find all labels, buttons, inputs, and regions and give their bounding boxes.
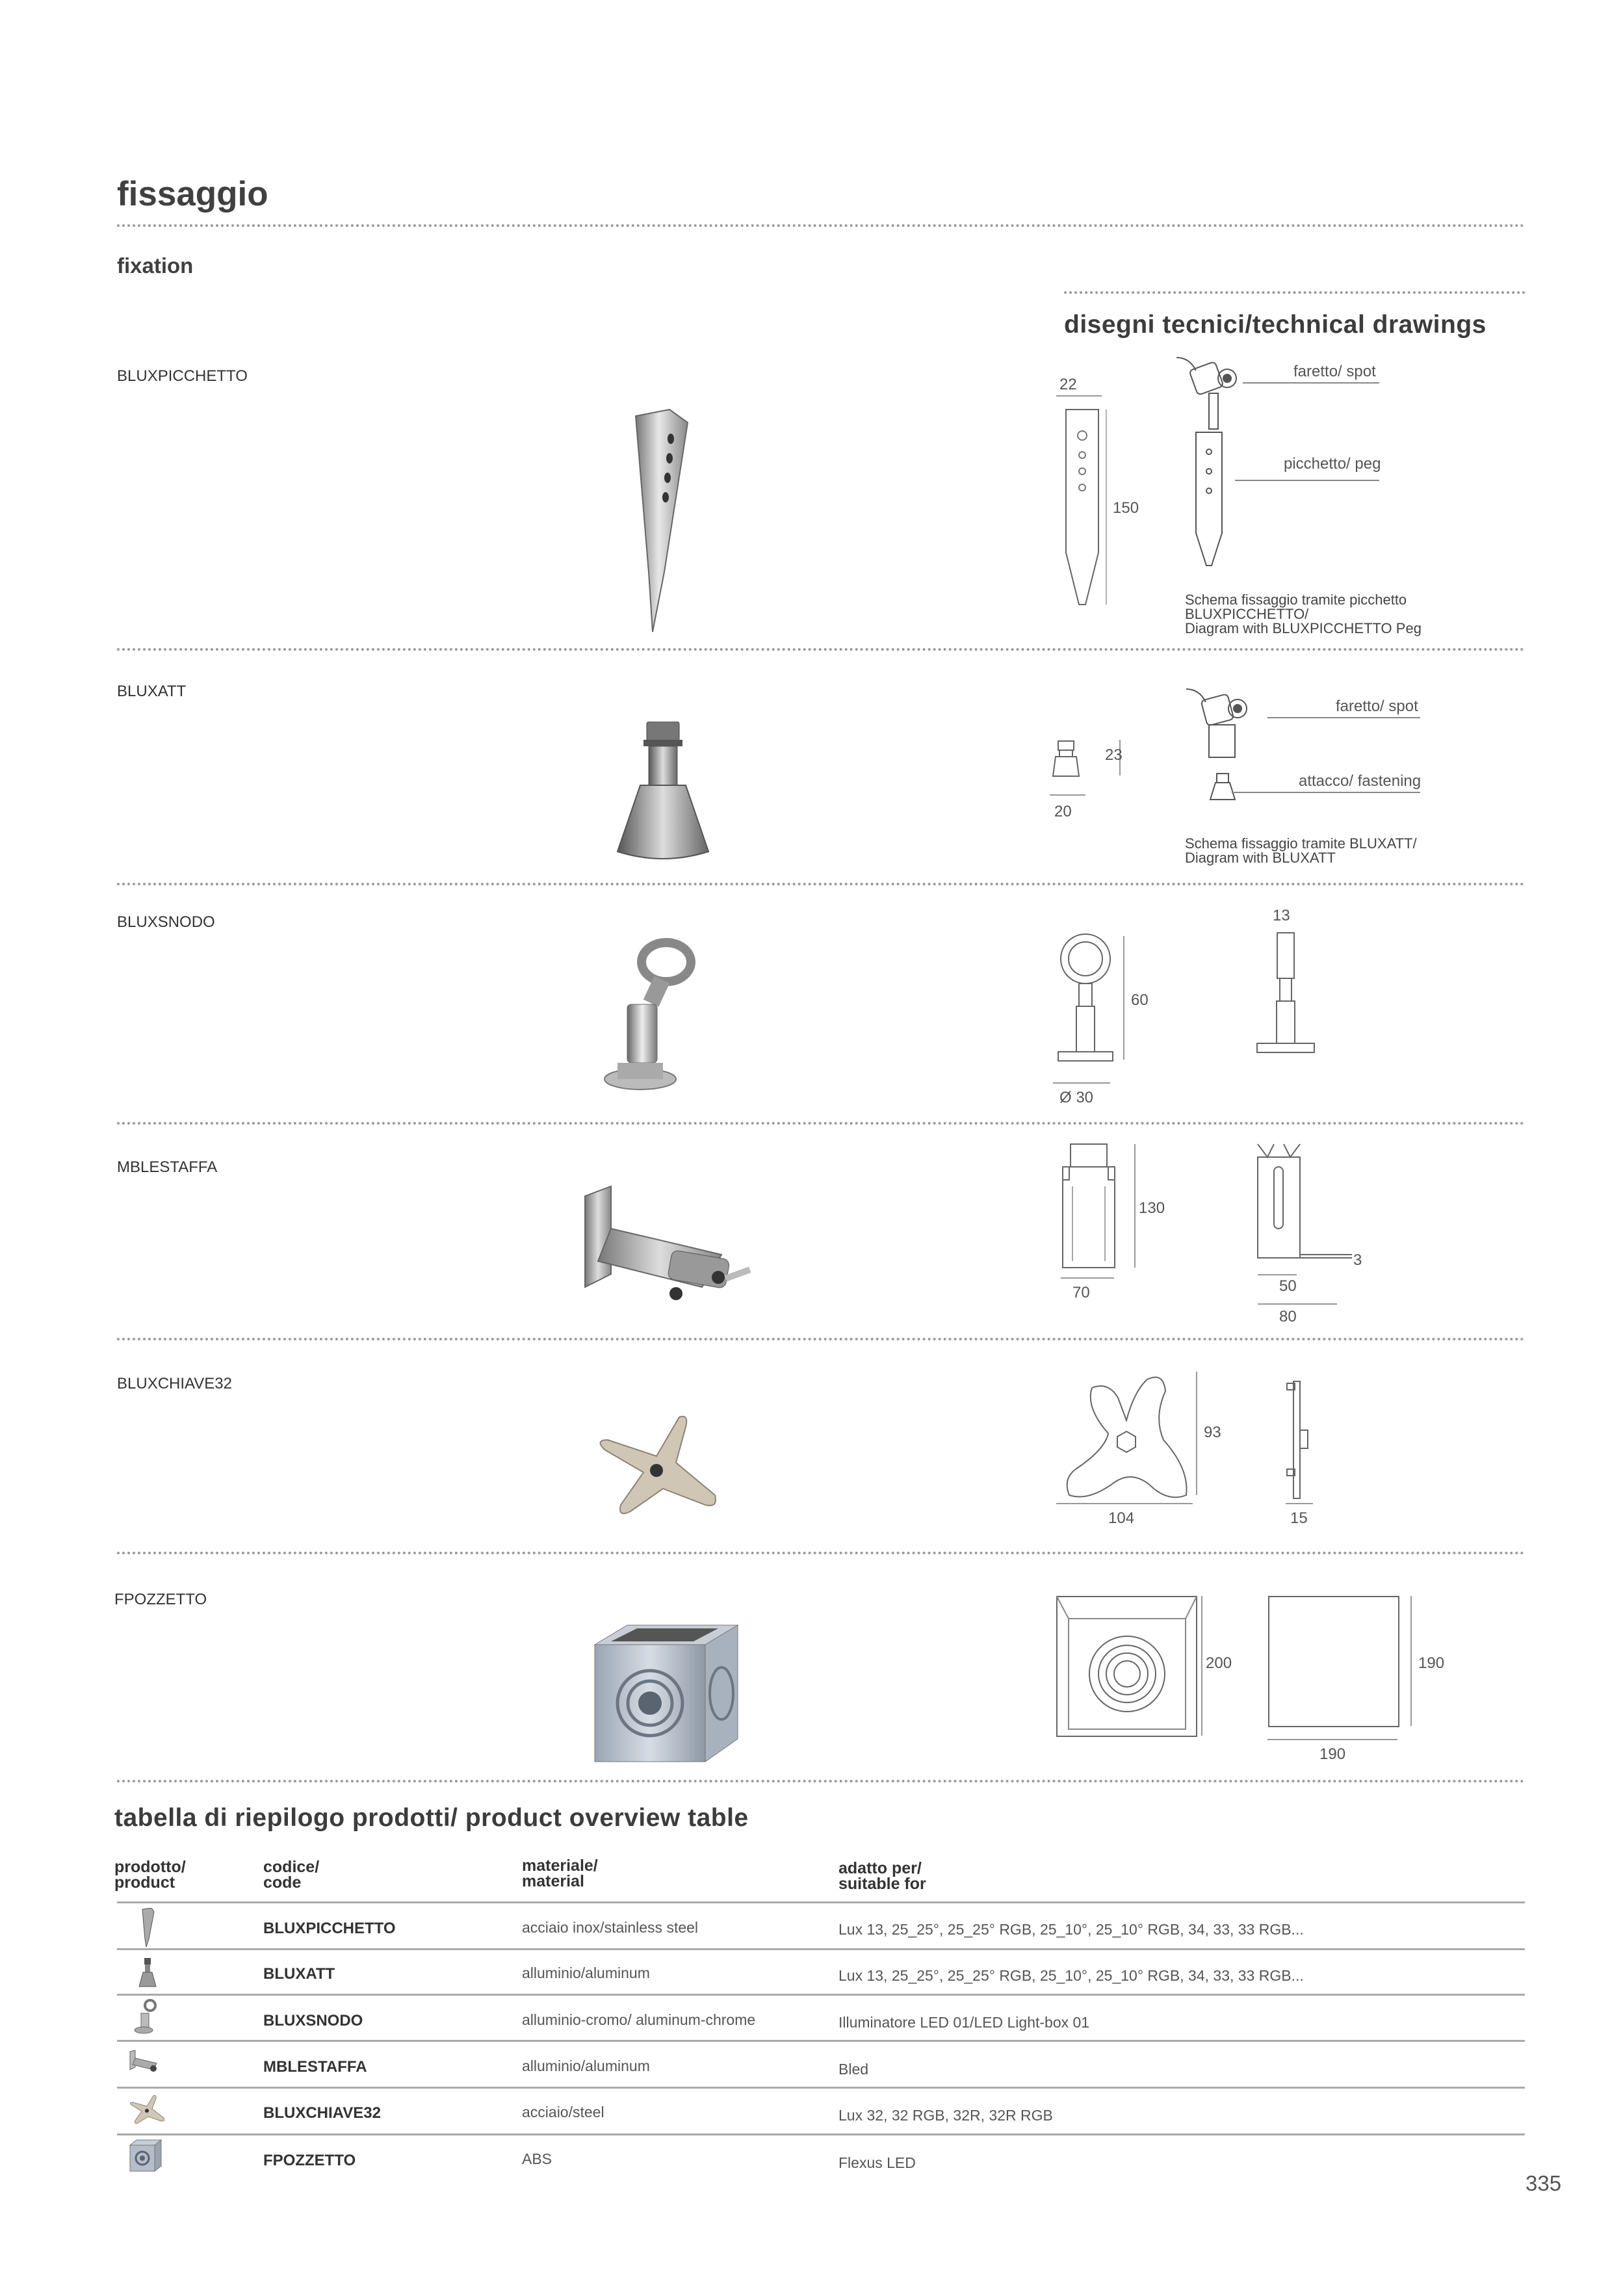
- dim-line: [1196, 1372, 1197, 1495]
- diagram-note: [1185, 593, 1422, 636]
- dim-width: 104: [1108, 1509, 1135, 1527]
- dim-thickness: 3: [1353, 1251, 1362, 1269]
- dim-side-height: 190: [1418, 1654, 1445, 1672]
- header-line: material: [522, 1872, 584, 1890]
- dim-height: 23: [1105, 746, 1123, 764]
- dim-line: [1267, 1739, 1397, 1740]
- cell-suitable: Lux 32, 32 RGB, 32R, 32R RGB: [838, 2107, 1053, 2124]
- joint-drawing-side: [1253, 930, 1318, 1066]
- cell-suitable: Lux 13, 25_25°, 25_25° RGB, 25_10°, 25_10° RGB, 34, 33, 33 RGB...: [838, 1967, 1304, 1984]
- product-code: BLUXATT: [117, 683, 187, 700]
- dim-line: [1134, 1144, 1136, 1268]
- header-line: suitable for: [838, 1875, 926, 1893]
- note-line: BLUXPICCHETTO/: [1185, 606, 1309, 622]
- section-divider: [117, 1122, 1525, 1125]
- junction-box-drawing-side: [1266, 1594, 1403, 1730]
- section-divider: [117, 883, 1525, 885]
- table-row-separator: [117, 1994, 1525, 1996]
- junction-box-drawing-front: [1054, 1594, 1201, 1740]
- table-row: MBLESTAFFA: [263, 2058, 367, 2076]
- fastening-photo: [611, 722, 715, 865]
- dim-line: [1056, 395, 1102, 397]
- peg-icon: [140, 1908, 155, 1951]
- note-line: Diagram with BLUXPICCHETTO Peg: [1185, 620, 1422, 636]
- callout-line: [1235, 480, 1379, 481]
- dim-line: [1050, 794, 1085, 796]
- cell-suitable: Flexus LED: [838, 2154, 916, 2171]
- dim-line: [1123, 936, 1124, 1060]
- table-row: BLUXATT: [263, 1965, 335, 1983]
- dim-width: 20: [1054, 803, 1072, 820]
- cell-suitable: Lux 13, 25_25°, 25_25° RGB, 25_10°, 25_10° RGB, 34, 33, 33 RGB...: [838, 1921, 1304, 1938]
- section-divider: [117, 1780, 1525, 1782]
- dim-diameter: Ø 30: [1059, 1089, 1094, 1106]
- table-row-separator: [117, 2040, 1525, 2042]
- key-drawing-front: [1056, 1372, 1196, 1508]
- dim-thickness: 15: [1290, 1509, 1308, 1527]
- dim-height: 93: [1204, 1424, 1221, 1441]
- product-code: FPOZZETTO: [114, 1591, 207, 1608]
- cell-material: alluminio-cromo/ aluminum-chrome: [522, 2011, 756, 2028]
- callout-line: [1243, 382, 1379, 384]
- product-code: MBLESTAFFA: [117, 1158, 218, 1176]
- dim-side-width: 190: [1319, 1745, 1346, 1763]
- table-row: BLUXCHIAVE32: [263, 2104, 381, 2122]
- dim-width: 70: [1072, 1284, 1090, 1301]
- cell-material: acciaio inox/stainless steel: [522, 1919, 699, 1936]
- section-divider: [117, 648, 1525, 651]
- junction-box-icon: [129, 2139, 162, 2176]
- label-fastening: attacco/ fastening: [1299, 772, 1422, 790]
- note-line: Schema fissaggio tramite BLUXATT/: [1185, 835, 1417, 852]
- dim-line: [1410, 1596, 1412, 1726]
- section-divider: [117, 1552, 1525, 1554]
- title-divider: [117, 224, 1525, 227]
- dim-height: 130: [1139, 1199, 1165, 1217]
- header-line: adatto per/: [838, 1859, 922, 1877]
- dim-depth: 50: [1279, 1277, 1297, 1295]
- table-row: BLUXPICCHETTO: [263, 1920, 396, 1937]
- cell-material: alluminio/aluminum: [522, 1964, 650, 1981]
- header-code: [263, 1859, 319, 1890]
- header-line: product: [114, 1873, 175, 1892]
- dim-height: 200: [1206, 1654, 1232, 1672]
- diagram-note: [1185, 837, 1417, 865]
- header-suitable: [838, 1860, 926, 1892]
- page-number: 335: [1526, 2171, 1562, 2195]
- key-drawing-side: [1284, 1378, 1310, 1502]
- header-line: codice/: [263, 1858, 320, 1876]
- bracket-drawing-side: [1248, 1141, 1358, 1271]
- label-spot: faretto/ spot: [1293, 363, 1376, 380]
- cell-material: alluminio/aluminum: [522, 2057, 650, 2074]
- page-subtitle: fixation: [117, 254, 194, 278]
- note-line: Schema fissaggio tramite picchetto: [1185, 592, 1407, 608]
- cell-material: ABS: [522, 2150, 552, 2167]
- table-row: BLUXSNODO: [263, 2012, 363, 2029]
- table-row-separator: [117, 2087, 1525, 2089]
- peg-drawing: [1059, 403, 1118, 611]
- joint-photo: [601, 936, 705, 1099]
- spot-fastening-diagram: [1183, 683, 1274, 826]
- dim-line: [1286, 1503, 1313, 1504]
- label-peg: picchetto/ peg: [1284, 455, 1381, 473]
- bracket-drawing-front: [1056, 1141, 1121, 1277]
- bracket-icon: [127, 2049, 163, 2078]
- key-photo: [591, 1411, 721, 1521]
- spot-peg-diagram: [1170, 351, 1274, 579]
- cell-suitable: Illuminatore LED 01/LED Light-box 01: [838, 2014, 1090, 2031]
- note-line: Diagram with BLUXATT: [1185, 850, 1336, 866]
- table-heading: tabella di riepilogo prodotti/ product overview table: [114, 1804, 749, 1832]
- dim-line: [1061, 1277, 1114, 1279]
- product-code: BLUXSNODO: [117, 913, 215, 931]
- dim-top: 13: [1273, 907, 1290, 924]
- dim-line: [1201, 1596, 1202, 1736]
- dim-line: [1258, 1274, 1297, 1275]
- callout-line: [1267, 717, 1420, 718]
- dim-line: [1258, 1303, 1337, 1305]
- junction-box-photo: [588, 1619, 741, 1765]
- table-row-separator: [117, 2133, 1525, 2135]
- header-line: code: [263, 1873, 302, 1892]
- product-code: BLUXPICCHETTO: [117, 367, 248, 385]
- fastening-drawing: [1052, 740, 1081, 785]
- cell-suitable: Bled: [838, 2061, 869, 2078]
- callout-line: [1232, 792, 1420, 793]
- drawings-divider: [1064, 291, 1526, 294]
- label-spot: faretto/ spot: [1336, 698, 1418, 715]
- fastening-icon: [138, 1957, 157, 1992]
- header-line: materiale/: [522, 1857, 598, 1875]
- table-row: FPOZZETTO: [263, 2152, 356, 2169]
- dim-height: 150: [1113, 499, 1139, 517]
- dim-width: 22: [1059, 376, 1077, 393]
- table-row-separator: [117, 1901, 1525, 1903]
- page-title: fissaggio: [117, 175, 268, 213]
- drawings-heading: disegni tecnici/technical drawings: [1064, 311, 1487, 339]
- cell-material: acciaio/steel: [522, 2104, 604, 2120]
- dim-height: 60: [1131, 991, 1149, 1009]
- dim-line: [1053, 1082, 1110, 1084]
- header-line: prodotto/: [114, 1858, 186, 1876]
- key-icon: [127, 2093, 166, 2129]
- header-product: [114, 1859, 186, 1890]
- peg-photo: [624, 403, 702, 637]
- section-divider: [117, 1338, 1525, 1340]
- header-material: [522, 1858, 598, 1889]
- product-code: BLUXCHIAVE32: [117, 1375, 232, 1392]
- joint-icon: [133, 1999, 159, 2038]
- table-row-separator: [117, 1948, 1525, 1950]
- dim-line: [1056, 1503, 1193, 1504]
- bracket-photo: [572, 1183, 767, 1320]
- joint-drawing-front: [1053, 933, 1118, 1079]
- dim-total: 80: [1279, 1308, 1297, 1325]
